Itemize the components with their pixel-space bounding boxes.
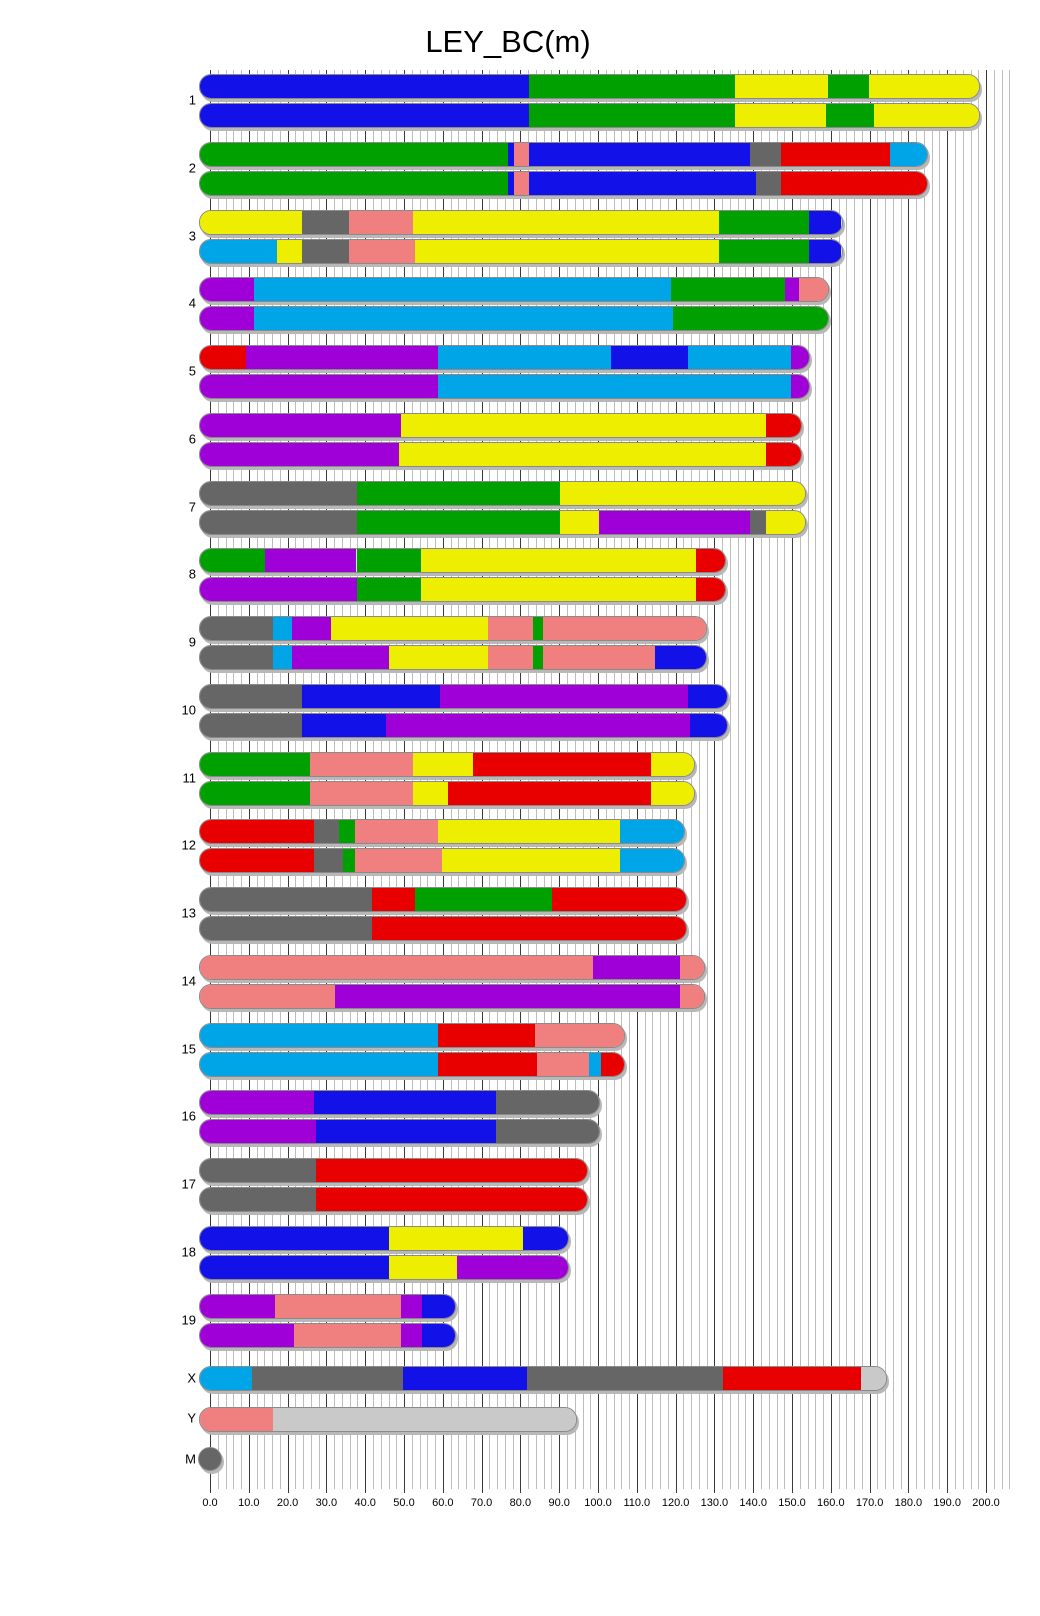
chromosome-bar-19-2 xyxy=(199,1323,456,1348)
chromosome-segment-yellow xyxy=(277,240,302,263)
chromosome-bar-5-1 xyxy=(199,345,810,370)
chromosome-segment-pink xyxy=(543,617,706,640)
axis-tick-label: 0.0 xyxy=(202,1497,218,1509)
chromosome-segment-purple xyxy=(200,1324,294,1347)
chromosome-segment-purple xyxy=(200,1091,314,1114)
chromosome-label-12: 12 xyxy=(181,837,196,853)
chromosome-segment-red xyxy=(766,443,801,466)
axis-tick-label: 160.0 xyxy=(817,1497,845,1509)
chromosome-segment-purple xyxy=(246,346,438,369)
chromosome-bar-18-1 xyxy=(199,1226,569,1251)
gridline-minor xyxy=(893,70,894,1489)
chromosome-segment-green xyxy=(533,617,543,640)
chromosome-segment-red xyxy=(438,1024,535,1047)
chromosome-bar-2-2 xyxy=(199,171,928,196)
chromosome-label-7: 7 xyxy=(188,499,196,514)
chromosome-bar-11-1 xyxy=(199,752,695,777)
chromosome-segment-blue xyxy=(422,1324,455,1347)
chromosome-segment-pink xyxy=(535,1024,624,1047)
chromosome-segment-purple xyxy=(200,307,254,330)
chromosome-segment-pink xyxy=(349,211,413,234)
chromosome-segment-yellow xyxy=(389,1227,523,1250)
chromosome-segment-red xyxy=(200,820,314,843)
gridline-major xyxy=(870,70,871,1493)
gridline-major xyxy=(986,70,987,1493)
chromosome-label-Y: Y xyxy=(187,1410,196,1426)
chromosome-bar-2-1 xyxy=(199,142,928,167)
chromosome-label-4: 4 xyxy=(188,295,196,311)
chromosome-segment-skyblue xyxy=(438,375,791,398)
chromosome-bar-Y xyxy=(199,1407,577,1432)
chromosome-segment-green xyxy=(200,143,508,166)
chromosome-label-M: M xyxy=(185,1451,196,1466)
chromosome-segment-blue xyxy=(200,1256,389,1279)
chromosome-segment-pink xyxy=(310,753,413,776)
chromosome-segment-green xyxy=(357,482,561,505)
axis-tick-label: 60.0 xyxy=(432,1497,454,1509)
chromosome-segment-purple xyxy=(265,549,356,572)
chromosome-bar-3-1 xyxy=(199,210,843,235)
chromosome-segment-pink xyxy=(543,646,656,669)
chromosome-segment-pink xyxy=(488,617,533,640)
axis-tick-label: 130.0 xyxy=(700,1497,729,1509)
chromosome-label-11: 11 xyxy=(182,770,196,785)
chromosome-segment-pink xyxy=(355,820,438,843)
chromosome-segment-red xyxy=(696,549,725,572)
chromosome-segment-red xyxy=(372,888,415,911)
gridline-minor xyxy=(963,70,964,1489)
axis-tick-label: 120.0 xyxy=(661,1497,690,1509)
chromosome-segment-gray xyxy=(200,888,372,911)
chromosome-segment-red xyxy=(781,143,890,166)
chromosome-segment-gray xyxy=(527,1367,723,1390)
chromosome-segment-green xyxy=(357,549,421,572)
chromosome-bar-8-2 xyxy=(199,577,726,602)
chromosome-segment-green xyxy=(200,549,265,572)
gridline-minor xyxy=(994,70,995,1489)
chromosome-bar-9-1 xyxy=(199,616,707,641)
chromosome-segment-gray xyxy=(756,172,781,195)
chromosome-segment-red xyxy=(316,1188,588,1211)
chromosome-segment-skyblue xyxy=(589,1053,601,1076)
chromosome-segment-green xyxy=(200,753,310,776)
chromosome-segment-skyblue xyxy=(254,278,671,301)
chromosome-segment-yellow xyxy=(415,240,720,263)
chromosome-bar-16-1 xyxy=(199,1090,600,1115)
chromosome-segment-purple xyxy=(401,1324,422,1347)
axis-tick-label: 50.0 xyxy=(393,1497,415,1509)
chromosome-segment-purple xyxy=(200,375,438,398)
chromosome-segment-pink xyxy=(680,985,703,1008)
chromosome-segment-yellow xyxy=(438,820,620,843)
chromosome-segment-yellow xyxy=(421,578,696,601)
chromosome-label-16: 16 xyxy=(181,1108,196,1124)
chromosome-segment-blue xyxy=(809,211,842,234)
chromosome-bar-9-2 xyxy=(199,645,707,670)
gridline-minor xyxy=(1002,70,1003,1489)
gridline-minor xyxy=(877,70,878,1489)
chromosome-bar-17-2 xyxy=(199,1187,588,1212)
chromosome-bar-6-1 xyxy=(199,413,802,438)
chromosome-bar-19-1 xyxy=(199,1294,456,1319)
chromosome-segment-skyblue xyxy=(688,346,791,369)
chromosome-segment-yellow xyxy=(331,617,488,640)
chromosome-segment-yellow xyxy=(413,753,473,776)
axis-tick-label: 90.0 xyxy=(548,1497,570,1509)
chromosome-segment-red xyxy=(723,1367,861,1390)
chromosome-segment-pink xyxy=(799,278,828,301)
chromosome-segment-blue xyxy=(422,1295,455,1318)
chromosome-label-6: 6 xyxy=(188,431,196,447)
chromosome-segment-red xyxy=(200,849,314,872)
chromosome-segment-pink xyxy=(310,782,413,805)
chromosome-bar-11-2 xyxy=(199,781,695,806)
gridline-minor xyxy=(839,70,840,1489)
chromosome-segment-skyblue xyxy=(254,307,673,330)
chromosome-segment-yellow xyxy=(442,849,620,872)
axis-tick-label: 170.0 xyxy=(855,1497,884,1509)
chromosome-segment-purple xyxy=(457,1256,568,1279)
chromosome-bar-M xyxy=(198,1447,222,1471)
chromosome-label-2: 2 xyxy=(188,160,196,176)
chromosome-segment-yellow xyxy=(401,414,766,437)
chromosome-segment-blue xyxy=(302,714,385,737)
chromosome-segment-gray xyxy=(200,617,273,640)
chromosome-segment-purple xyxy=(200,1120,316,1143)
chromosome-segment-blue xyxy=(611,346,689,369)
chromosome-label-8: 8 xyxy=(188,566,196,582)
gridline-minor xyxy=(932,70,933,1489)
chromosome-segment-gray xyxy=(200,714,302,737)
chromosome-segment-purple xyxy=(200,414,401,437)
chromosome-segment-green xyxy=(339,820,355,843)
chromosome-bar-12-2 xyxy=(199,848,685,873)
gridline-minor xyxy=(939,70,940,1489)
axis-tick-label: 100.0 xyxy=(584,1497,612,1509)
axis-tick-label: 190.0 xyxy=(933,1497,961,1509)
chromosome-segment-red xyxy=(438,1053,537,1076)
chromosome-bar-5-2 xyxy=(199,374,810,399)
chromosome-segment-yellow xyxy=(651,782,694,805)
chromosome-segment-green xyxy=(357,511,561,534)
chromosome-segment-skyblue xyxy=(890,143,927,166)
chromosome-segment-purple xyxy=(386,714,691,737)
chromosome-segment-yellow xyxy=(735,75,828,98)
chromosome-bar-10-2 xyxy=(199,713,728,738)
chromosome-segment-gray xyxy=(302,240,349,263)
gridline-major xyxy=(831,70,832,1493)
chromosome-segment-red xyxy=(696,578,725,601)
chromosome-segment-blue xyxy=(316,1120,496,1143)
chromosome-label-15: 15 xyxy=(181,1041,196,1056)
chromosome-bar-13-1 xyxy=(199,887,687,912)
chromosome-segment-blue xyxy=(403,1367,527,1390)
chromosome-segment-blue xyxy=(529,143,750,166)
chromosome-label-X: X xyxy=(187,1370,196,1385)
chromosome-bar-7-1 xyxy=(199,481,806,506)
chromosome-segment-red xyxy=(552,888,686,911)
chromosome-segment-blue xyxy=(529,172,756,195)
chromosome-segment-green xyxy=(826,104,875,127)
chromosome-segment-purple xyxy=(335,985,680,1008)
chromosome-segment-yellow xyxy=(560,482,804,505)
chromosome-segment-skyblue xyxy=(620,820,684,843)
chromosome-segment-purple xyxy=(599,511,750,534)
chromosome-segment-green xyxy=(357,578,421,601)
chromosome-bar-1-2 xyxy=(199,103,980,128)
axis-tick-label: 70.0 xyxy=(470,1497,493,1509)
gridline-minor xyxy=(862,70,863,1489)
chromosome-segment-yellow xyxy=(874,104,979,127)
chromosome-segment-blue xyxy=(200,75,529,98)
chromosome-segment-skyblue xyxy=(273,646,292,669)
chromosome-segment-pink xyxy=(514,143,530,166)
chromosome-label-3: 3 xyxy=(188,228,196,243)
chromosome-segment-blue xyxy=(200,104,529,127)
chromosome-segment-yellow xyxy=(421,549,696,572)
chromosome-bar-13-2 xyxy=(199,916,687,941)
chromosome-segment-yellow xyxy=(200,211,302,234)
chromosome-segment-pink xyxy=(200,985,335,1008)
chromosome-segment-pink xyxy=(355,849,442,872)
chromosome-segment-yellow xyxy=(413,782,448,805)
chromosome-segment-gray xyxy=(200,646,273,669)
chromosome-segment-skyblue xyxy=(200,1367,252,1390)
chromosome-bar-3-2 xyxy=(199,239,843,264)
chromosome-label-19: 19 xyxy=(181,1312,196,1327)
chromosome-segment-skyblue xyxy=(620,849,684,872)
gridline-major xyxy=(908,70,909,1493)
chromosome-segment-green xyxy=(415,888,553,911)
chromosome-segment-red xyxy=(200,346,246,369)
chromosome-segment-yellow xyxy=(560,511,599,534)
chromosome-segment-red xyxy=(473,753,651,776)
chromosome-segment-red xyxy=(766,414,801,437)
chromosome-segment-red xyxy=(601,1053,624,1076)
chromosome-segment-green xyxy=(719,211,808,234)
chromosome-bar-16-2 xyxy=(199,1119,600,1144)
chromosome-bar-8-1 xyxy=(199,548,726,573)
chromosome-label-10: 10 xyxy=(181,702,196,718)
chromosome-segment-green xyxy=(828,75,869,98)
chromosome-segment-skyblue xyxy=(200,1053,438,1076)
chromosome-label-14: 14 xyxy=(181,973,196,989)
chromosome-segment-red xyxy=(316,1159,588,1182)
chromosome-segment-red xyxy=(781,172,927,195)
axis-tick-label: 80.0 xyxy=(509,1497,532,1509)
chromosome-bar-14-1 xyxy=(199,955,705,980)
chart-title: LEY_BC(m) xyxy=(425,24,591,59)
chromosome-segment-pink xyxy=(349,240,415,263)
chromosome-segment-gray xyxy=(314,849,343,872)
chromosome-segment-skyblue xyxy=(438,346,611,369)
chromosome-segment-blue xyxy=(302,685,440,708)
chromosome-bar-17-1 xyxy=(199,1158,588,1183)
chromosome-segment-green xyxy=(200,172,508,195)
chromosome-segment-blue xyxy=(314,1091,496,1114)
axis-tick-label: 200.0 xyxy=(972,1497,1000,1509)
chromosome-segment-gray xyxy=(496,1091,599,1114)
gridline-major xyxy=(947,70,948,1493)
chromosome-segment-purple xyxy=(791,375,808,398)
gridline-minor xyxy=(854,70,855,1489)
chromosome-segment-pink xyxy=(488,646,533,669)
chromosome-segment-green xyxy=(343,849,355,872)
chromosome-bar-18-2 xyxy=(199,1255,569,1280)
chromosome-segment-pink xyxy=(514,172,530,195)
chromosome-label-17: 17 xyxy=(181,1176,196,1192)
chromosome-segment-yellow xyxy=(869,75,980,98)
chromosome-segment-gray xyxy=(252,1367,403,1390)
gridline-minor xyxy=(885,70,886,1489)
chromosome-label-13: 13 xyxy=(181,905,196,921)
chromosome-segment-gray xyxy=(314,820,339,843)
chromosome-segment-yellow xyxy=(389,646,488,669)
chromosome-segment-blue xyxy=(690,714,727,737)
chromosome-segment-lightgray xyxy=(273,1408,576,1431)
axis-tick-label: 150.0 xyxy=(778,1497,806,1509)
chromosome-segment-purple xyxy=(200,443,399,466)
chromosome-label-9: 9 xyxy=(188,634,196,650)
chromosome-bar-15-2 xyxy=(199,1052,625,1077)
chromosome-segment-gray xyxy=(200,1188,316,1211)
chromosome-segment-pink xyxy=(680,956,703,979)
chromosome-segment-purple xyxy=(292,646,389,669)
chromosome-segment-yellow xyxy=(399,443,766,466)
chromosome-segment-pink xyxy=(537,1053,589,1076)
chromosome-segment-purple xyxy=(200,578,357,601)
chromosome-segment-green xyxy=(529,75,735,98)
chromosome-segment-green xyxy=(671,278,785,301)
axis-tick-label: 110.0 xyxy=(623,1497,651,1509)
axis-tick-label: 10.0 xyxy=(238,1497,260,1509)
axis-tick-label: 20.0 xyxy=(276,1497,299,1509)
gridline-minor xyxy=(924,70,925,1489)
chromosome-segment-green xyxy=(719,240,808,263)
chromosome-segment-purple xyxy=(791,346,808,369)
chromosome-segment-green xyxy=(533,646,543,669)
chromosome-segment-purple xyxy=(593,956,680,979)
chromosome-segment-purple xyxy=(292,617,331,640)
chromosome-segment-blue xyxy=(523,1227,568,1250)
gridline-minor xyxy=(978,70,979,1489)
chromosome-segment-lightgray xyxy=(861,1367,886,1390)
chromosome-segment-blue xyxy=(688,685,727,708)
chromosome-bar-14-2 xyxy=(199,984,705,1009)
chromosome-segment-pink xyxy=(200,956,593,979)
gridline-minor xyxy=(846,70,847,1489)
gridline-minor xyxy=(955,70,956,1489)
chromosome-segment-blue xyxy=(200,1227,389,1250)
chromosome-segment-pink xyxy=(294,1324,401,1347)
chromosome-bar-X xyxy=(199,1366,887,1391)
chromosome-bar-4-2 xyxy=(199,306,829,331)
chromosome-segment-gray xyxy=(200,1159,316,1182)
chromosome-segment-purple xyxy=(440,685,688,708)
chromosome-segment-yellow xyxy=(735,104,826,127)
chromosome-segment-purple xyxy=(401,1295,422,1318)
axis-tick-label: 40.0 xyxy=(354,1497,376,1509)
chromosome-bar-12-1 xyxy=(199,819,685,844)
gridline-minor xyxy=(971,70,972,1489)
chromosome-segment-gray xyxy=(200,917,372,940)
chromosome-segment-red xyxy=(448,782,652,805)
chromosome-segment-green xyxy=(529,104,735,127)
gridline-minor xyxy=(1009,70,1010,1489)
axis-tick-label: 180.0 xyxy=(894,1497,923,1509)
chromosome-label-1: 1 xyxy=(188,92,196,108)
chromosome-segment-gray xyxy=(750,511,766,534)
chromosome-segment-green xyxy=(200,782,310,805)
chromosome-segment-gray xyxy=(200,482,357,505)
chromosome-label-5: 5 xyxy=(188,363,196,379)
chromosome-bar-7-2 xyxy=(199,510,806,535)
chromosome-segment-skyblue xyxy=(200,1024,438,1047)
chromosome-segment-purple xyxy=(200,1295,275,1318)
chromosome-bar-15-1 xyxy=(199,1023,625,1048)
chromosome-segment-skyblue xyxy=(200,240,277,263)
chromosome-bar-10-1 xyxy=(199,684,728,709)
chromosome-segment-red xyxy=(372,917,686,940)
chromosome-segment-pink xyxy=(275,1295,401,1318)
chromosome-bar-4-1 xyxy=(199,277,829,302)
chromosome-bar-6-2 xyxy=(199,442,802,467)
chromosome-segment-purple xyxy=(200,278,254,301)
chromosome-segment-purple xyxy=(785,278,799,301)
chromosome-segment-gray xyxy=(750,143,781,166)
chromosome-segment-gray xyxy=(302,211,349,234)
chromosome-segment-yellow xyxy=(413,211,720,234)
chromosome-segment-blue xyxy=(809,240,842,263)
chromosome-segment-yellow xyxy=(651,753,694,776)
chromosome-segment-blue xyxy=(655,646,705,669)
chromosome-bar-1-1 xyxy=(199,74,980,99)
chromosome-segment-gray xyxy=(200,511,357,534)
chromosome-label-18: 18 xyxy=(181,1244,196,1260)
axis-tick-label: 30.0 xyxy=(315,1497,338,1509)
chromosome-segment-gray xyxy=(496,1120,599,1143)
axis-tick-label: 140.0 xyxy=(739,1497,767,1509)
gridline-minor xyxy=(901,70,902,1489)
chromosome-segment-yellow xyxy=(389,1256,457,1279)
chromosome-segment-yellow xyxy=(766,511,805,534)
chromosome-segment-skyblue xyxy=(273,617,292,640)
chromosome-segment-pink xyxy=(200,1408,273,1431)
chromosome-segment-gray xyxy=(200,685,302,708)
chromosome-segment-green xyxy=(673,307,828,330)
gridline-minor xyxy=(916,70,917,1489)
